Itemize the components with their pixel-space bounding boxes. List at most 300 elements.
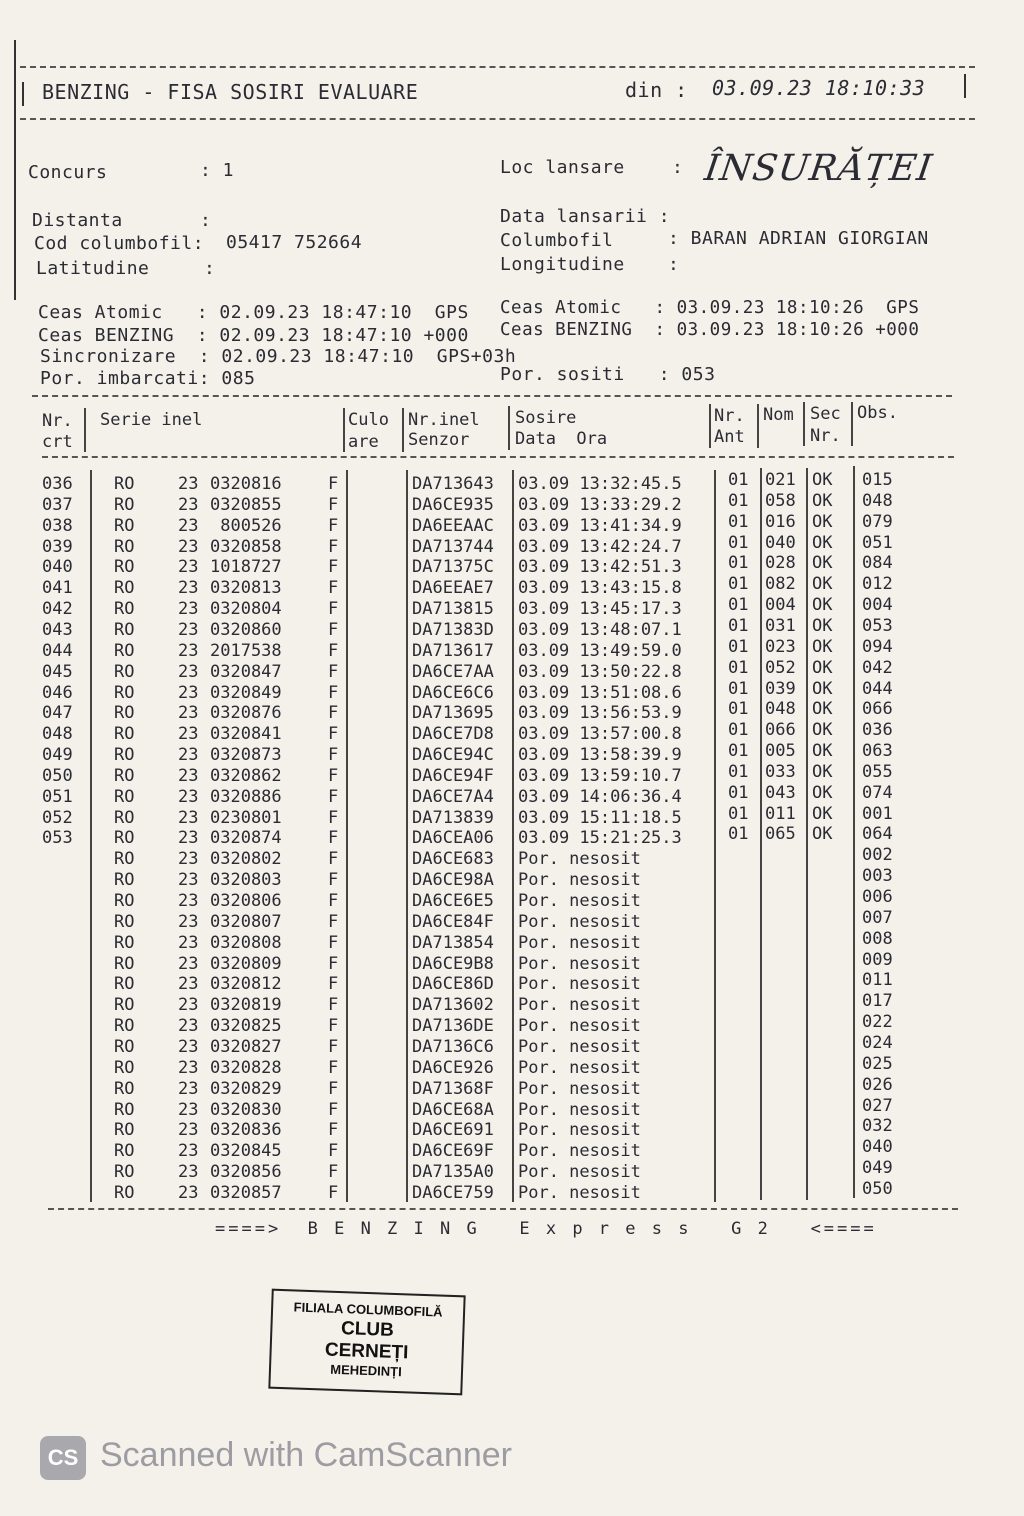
- cell-country: RO: [114, 1078, 135, 1099]
- cell-country: RO: [114, 1099, 135, 1120]
- cell-obs: 063: [862, 741, 893, 762]
- cell-country: RO: [114, 640, 135, 661]
- cell-antenna: 01: [728, 615, 749, 636]
- header-data-ora: Data Ora: [515, 429, 608, 449]
- cell-year: 23: [178, 911, 199, 932]
- header-serie-inel: Serie inel: [100, 410, 203, 430]
- cell-sensor: DA6CE9B8: [412, 953, 494, 974]
- stamp-line-2: CLUB: [340, 1318, 395, 1341]
- cell-country: RO: [114, 974, 135, 995]
- cell-sex: F: [328, 1141, 339, 1162]
- clock-line-2-left: Ceas BENZING : 02.09.23 18:47:10 +000: [38, 325, 469, 346]
- cell-obs: 074: [862, 782, 893, 803]
- cell-country: RO: [114, 703, 135, 724]
- table-row: [0, 1074, 940, 1100]
- cell-year: 23: [178, 724, 199, 745]
- cell-ring-number: 0320813: [210, 578, 282, 599]
- header-crt: crt: [42, 432, 73, 452]
- cell-country: RO: [114, 1162, 135, 1183]
- cell-obs: 015: [862, 470, 893, 490]
- cell-arrival: Por. nesosit: [518, 911, 641, 932]
- data-lansarii-label: Data lansarii :: [500, 206, 671, 227]
- loc-lansare-handwritten: ÎNSURĂȚEI: [702, 148, 936, 189]
- cell-sex: F: [328, 974, 339, 995]
- cell-sex: F: [328, 1162, 339, 1183]
- cell-sensor: DA6CE94F: [412, 765, 494, 786]
- cell-year: 23: [178, 682, 199, 703]
- cell-ring-number: 0320847: [210, 661, 282, 682]
- cell-obs: 053: [862, 615, 893, 636]
- cell-sex: F: [328, 911, 339, 932]
- cell-sex: F: [328, 1120, 339, 1141]
- cell-crt: 036: [42, 474, 73, 494]
- cell-antenna: 01: [728, 678, 749, 699]
- cell-sex: F: [328, 745, 339, 766]
- cell-arrival: 03.09 13:57:00.8: [518, 724, 682, 745]
- cell-country: RO: [114, 724, 135, 745]
- header-top-divider: [20, 66, 975, 68]
- cell-country: RO: [114, 557, 135, 578]
- cell-sensor: DA6CE68A: [412, 1099, 494, 1120]
- cell-year: 23: [178, 474, 199, 494]
- cell-arrival: Por. nesosit: [518, 870, 641, 891]
- cell-antenna: 01: [728, 511, 749, 532]
- cell-sex: F: [328, 932, 339, 953]
- cell-nom: 004: [765, 595, 796, 616]
- cell-sex: F: [328, 619, 339, 640]
- table-row: [0, 574, 940, 599]
- cell-country: RO: [114, 536, 135, 557]
- cell-sex: F: [328, 995, 339, 1016]
- table-row: [0, 657, 940, 683]
- cell-ring-number: 0320816: [210, 474, 282, 494]
- cell-obs: 064: [862, 824, 893, 845]
- distanta-value: :: [200, 210, 212, 231]
- table-row: [0, 1178, 940, 1204]
- cell-year: 23: [178, 765, 199, 786]
- cell-antenna: 01: [728, 824, 749, 845]
- cell-sec: OK: [812, 824, 833, 845]
- cell-country: RO: [114, 995, 135, 1016]
- cell-ring-number: 0320804: [210, 599, 282, 620]
- cell-nom: 031: [765, 615, 796, 636]
- table-row: [0, 866, 940, 891]
- cell-year: 23: [178, 536, 199, 557]
- cell-ring-number: 0320862: [210, 765, 282, 786]
- cell-obs: 084: [862, 553, 893, 574]
- cell-ring-number: 0320874: [210, 828, 282, 849]
- cell-ring-number: 0320860: [210, 619, 282, 640]
- cell-crt: 047: [42, 703, 73, 724]
- cell-sensor: DA713643: [412, 474, 494, 494]
- cell-sex: F: [328, 661, 339, 682]
- cell-sec: OK: [812, 720, 833, 741]
- cell-country: RO: [114, 494, 135, 515]
- cell-crt: 051: [42, 786, 73, 807]
- cell-ring-number: 0320873: [210, 745, 282, 766]
- cell-sec: OK: [812, 657, 833, 678]
- cell-arrival: Por. nesosit: [518, 1141, 641, 1162]
- cell-nom: 021: [765, 470, 796, 490]
- header-sec-2: Nr.: [810, 426, 841, 446]
- cell-obs: 042: [862, 657, 893, 678]
- scan-edge-line: [14, 40, 16, 300]
- cell-crt: 040: [42, 557, 73, 578]
- clock-line-4-left: Por. imbarcati: 085: [40, 368, 256, 389]
- cell-country: RO: [114, 807, 135, 828]
- clock-line-3-left: Sincronizare : 02.09.23 18:47:10 GPS+03h: [40, 346, 517, 367]
- cell-obs: 009: [862, 949, 893, 970]
- header-bottom-rule: [42, 456, 954, 458]
- cell-arrival: Por. nesosit: [518, 891, 641, 911]
- cell-antenna: 01: [728, 657, 749, 678]
- cell-nom: 039: [765, 678, 796, 699]
- cell-arrival: 03.09 13:42:51.3: [518, 557, 682, 578]
- cell-crt: 049: [42, 745, 73, 766]
- cell-ring-number: 0230801: [210, 807, 282, 828]
- cell-obs: 012: [862, 574, 893, 595]
- header-right-bar: [964, 74, 966, 98]
- table-row: [0, 1032, 940, 1058]
- cell-ring-number: 0320876: [210, 703, 282, 724]
- cell-sec: OK: [812, 699, 833, 720]
- cell-ring-number: 0320828: [210, 1057, 282, 1078]
- cell-sex: F: [328, 1036, 339, 1057]
- cell-antenna: 01: [728, 532, 749, 553]
- cell-obs: 006: [862, 887, 893, 907]
- cell-antenna: 01: [728, 803, 749, 824]
- cell-sensor: DA71383D: [412, 619, 494, 640]
- table-row: [0, 553, 940, 578]
- cell-obs: 024: [862, 1032, 893, 1053]
- cell-sex: F: [328, 703, 339, 724]
- cell-obs: 017: [862, 991, 893, 1012]
- cell-sec: OK: [812, 678, 833, 699]
- cell-sex: F: [328, 474, 339, 494]
- cell-arrival: Por. nesosit: [518, 1078, 641, 1099]
- cell-arrival: Por. nesosit: [518, 1057, 641, 1078]
- cell-arrival: Por. nesosit: [518, 1120, 641, 1141]
- table-row: [0, 1158, 940, 1183]
- cell-year: 23: [178, 786, 199, 807]
- columbofil-label: Columbofil: [500, 230, 614, 251]
- cell-sensor: DA6CEA06: [412, 828, 494, 849]
- cell-antenna: 01: [728, 720, 749, 741]
- cell-arrival: Por. nesosit: [518, 849, 641, 870]
- table-row: [0, 511, 940, 537]
- cell-country: RO: [114, 828, 135, 849]
- cell-arrival: 03.09 13:51:08.6: [518, 682, 682, 703]
- table-row: [0, 1095, 940, 1121]
- header-culo: Culo: [348, 410, 389, 430]
- cell-obs: 011: [862, 970, 893, 991]
- cell-year: 23: [178, 1036, 199, 1057]
- cell-sec: OK: [812, 782, 833, 803]
- camscanner-logo-icon: CS: [40, 1436, 86, 1480]
- cell-nom: 048: [765, 699, 796, 720]
- cell-year: 23: [178, 703, 199, 724]
- cell-sensor: DA6CE759: [412, 1182, 494, 1203]
- cell-obs: 079: [862, 511, 893, 532]
- cell-sex: F: [328, 1057, 339, 1078]
- cell-nom: 052: [765, 657, 796, 678]
- cell-sensor: DA6CE7A4: [412, 786, 494, 807]
- cell-obs: 027: [862, 1095, 893, 1116]
- table-row: [0, 824, 940, 849]
- cell-country: RO: [114, 953, 135, 974]
- cell-sensor: DA6CE84F: [412, 911, 494, 932]
- cell-crt: 039: [42, 536, 73, 557]
- camscanner-watermark-text: Scanned with CamScanner: [100, 1436, 513, 1474]
- cell-country: RO: [114, 870, 135, 891]
- cell-sex: F: [328, 828, 339, 849]
- cell-year: 23: [178, 578, 199, 599]
- cell-year: 23: [178, 599, 199, 620]
- header-col-line: [508, 406, 510, 450]
- table-row: [0, 595, 940, 620]
- stamp-line-3: CERNEȚI: [324, 1339, 409, 1364]
- table-row: [0, 1012, 940, 1037]
- cell-sec: OK: [812, 595, 833, 616]
- header-col-line: [757, 404, 759, 448]
- cell-sex: F: [328, 870, 339, 891]
- cell-obs: 007: [862, 907, 893, 928]
- clock-line-1-left: Ceas Atomic : 02.09.23 18:47:10 GPS: [38, 302, 469, 323]
- cell-arrival: 03.09 13:56:53.9: [518, 703, 682, 724]
- cell-sensor: DA6CE94C: [412, 745, 494, 766]
- header-col-line: [851, 402, 853, 446]
- table-row: [0, 532, 940, 558]
- cell-arrival: 03.09 13:45:17.3: [518, 599, 682, 620]
- cell-obs: 022: [862, 1012, 893, 1033]
- cell-sec: OK: [812, 553, 833, 574]
- cell-obs: 001: [862, 803, 893, 824]
- cell-crt: 043: [42, 619, 73, 640]
- cell-antenna: 01: [728, 470, 749, 490]
- cell-nom: 023: [765, 636, 796, 657]
- cell-antenna: 01: [728, 490, 749, 511]
- cell-crt: 038: [42, 515, 73, 536]
- cell-country: RO: [114, 1057, 135, 1078]
- cell-nom: 005: [765, 741, 796, 762]
- cell-sex: F: [328, 891, 339, 911]
- cell-arrival: Por. nesosit: [518, 932, 641, 953]
- header-col-line: [402, 408, 404, 452]
- concurs-label: Concurs: [28, 162, 108, 183]
- cell-sex: F: [328, 494, 339, 515]
- cell-year: 23: [178, 1120, 199, 1141]
- cell-country: RO: [114, 1036, 135, 1057]
- cell-nom: 058: [765, 490, 796, 511]
- cell-sex: F: [328, 536, 339, 557]
- cell-arrival: 03.09 13:48:07.1: [518, 619, 682, 640]
- cell-arrival: Por. nesosit: [518, 1036, 641, 1057]
- cell-sensor: DA713744: [412, 536, 494, 557]
- table-row: [0, 678, 940, 704]
- table-row: [0, 1053, 940, 1079]
- cell-sensor: DA6CE7D8: [412, 724, 494, 745]
- cell-arrival: 03.09 13:33:29.2: [518, 494, 682, 515]
- cell-antenna: 01: [728, 595, 749, 616]
- cell-sec: OK: [812, 470, 833, 490]
- cell-obs: 032: [862, 1116, 893, 1137]
- latitudine-label: Latitudine: [36, 258, 150, 279]
- cell-country: RO: [114, 786, 135, 807]
- cell-obs: 003: [862, 866, 893, 887]
- distanta-label: Distanta: [32, 210, 123, 231]
- header-obs: Obs.: [857, 403, 898, 423]
- table-row: [0, 761, 940, 787]
- cell-year: 23: [178, 619, 199, 640]
- cell-sex: F: [328, 1078, 339, 1099]
- table-row: [0, 1137, 940, 1162]
- cell-sensor: DA71368F: [412, 1078, 494, 1099]
- cell-year: 23: [178, 1057, 199, 1078]
- cell-arrival: Por. nesosit: [518, 1162, 641, 1183]
- loc-lansare-label: Loc lansare: [500, 157, 625, 178]
- cell-ring-number: 0320886: [210, 786, 282, 807]
- cell-year: 23: [178, 828, 199, 849]
- cell-sex: F: [328, 1016, 339, 1037]
- cell-nom: 082: [765, 574, 796, 595]
- header-nom: Nom: [763, 405, 794, 425]
- cell-arrival: 03.09 13:59:10.7: [518, 765, 682, 786]
- cell-sensor: DA6CE7AA: [412, 661, 494, 682]
- cell-ring-number: 0320825: [210, 1016, 282, 1037]
- cell-sensor: DA713839: [412, 807, 494, 828]
- cell-country: RO: [114, 1016, 135, 1037]
- cell-sensor: DA6CE6C6: [412, 682, 494, 703]
- cell-arrival: Por. nesosit: [518, 995, 641, 1016]
- cod-columbofil-label: Cod columbofil:: [34, 233, 205, 254]
- table-row: [0, 490, 940, 516]
- cell-arrival: 03.09 13:42:24.7: [518, 536, 682, 557]
- table-row: [0, 741, 940, 766]
- header-nr: Nr.: [42, 411, 73, 431]
- cell-ring-number: 0320812: [210, 974, 282, 995]
- cell-ring-number: 0320829: [210, 1078, 282, 1099]
- clock-line-2-right: Ceas BENZING : 03.09.23 18:10:26 +000: [500, 320, 920, 340]
- table-row: [0, 845, 940, 870]
- table-row: [0, 991, 940, 1016]
- cell-ring-number: 0320819: [210, 995, 282, 1016]
- cell-sex: F: [328, 765, 339, 786]
- cell-sensor: DA713617: [412, 640, 494, 661]
- cell-arrival: Por. nesosit: [518, 953, 641, 974]
- header-sec-1: Sec: [810, 404, 841, 424]
- cell-sex: F: [328, 557, 339, 578]
- cell-country: RO: [114, 1182, 135, 1203]
- cell-nom: 028: [765, 553, 796, 574]
- header-senzor: Senzor: [408, 430, 470, 450]
- cell-crt: 041: [42, 578, 73, 599]
- cell-ring-number: 0320808: [210, 932, 282, 953]
- cell-sex: F: [328, 640, 339, 661]
- cell-arrival: Por. nesosit: [518, 974, 641, 995]
- header-nr-ant-2: Ant: [714, 427, 745, 447]
- cell-country: RO: [114, 515, 135, 536]
- cell-sensor: DA6CE98A: [412, 870, 494, 891]
- cell-year: 23: [178, 745, 199, 766]
- cell-country: RO: [114, 619, 135, 640]
- header-nr-ant-1: Nr.: [714, 406, 745, 426]
- cell-ring-number: 0320857: [210, 1182, 282, 1203]
- cell-sec: OK: [812, 741, 833, 762]
- clock-line-1-right: Ceas Atomic : 03.09.23 18:10:26 GPS: [500, 298, 920, 318]
- cell-arrival: Por. nesosit: [518, 1099, 641, 1120]
- cell-obs: 044: [862, 678, 893, 699]
- cell-arrival: 03.09 14:06:36.4: [518, 786, 682, 807]
- cell-arrival: Por. nesosit: [518, 1182, 641, 1203]
- cell-nom: 016: [765, 511, 796, 532]
- cell-year: 23: [178, 953, 199, 974]
- cell-sensor: DA6CE691: [412, 1120, 494, 1141]
- columbofil-value: : BARAN ADRIAN GIORGIAN: [668, 228, 929, 249]
- cell-obs: 049: [862, 1158, 893, 1179]
- cell-nom: 011: [765, 803, 796, 824]
- cell-sensor: DA713602: [412, 995, 494, 1016]
- footer-banner: ====> B E N Z I N G E x p r e s s G 2 <====: [215, 1219, 877, 1239]
- cell-obs: 004: [862, 595, 893, 616]
- longitudine-value: :: [668, 254, 680, 275]
- cell-arrival: 03.09 13:41:34.9: [518, 515, 682, 536]
- cell-sec: OK: [812, 574, 833, 595]
- cell-sensor: DA713695: [412, 703, 494, 724]
- clock-line-4-right: Por. sositi : 053: [500, 364, 716, 385]
- table-bottom-divider: [48, 1208, 958, 1210]
- cell-obs: 055: [862, 761, 893, 782]
- header-are: are: [348, 432, 379, 452]
- cell-sex: F: [328, 807, 339, 828]
- loc-lansare-separator: :: [672, 157, 684, 178]
- cell-ring-number: 2017538: [210, 640, 282, 661]
- document-title: BENZING - FISA SOSIRI EVALUARE: [42, 80, 419, 104]
- cell-sec: OK: [812, 490, 833, 511]
- cell-ring-number: 0320836: [210, 1120, 282, 1141]
- cell-sec: OK: [812, 615, 833, 636]
- table-row: [0, 970, 940, 995]
- header-nr-inel: Nr.inel: [408, 410, 480, 430]
- cell-nom: 033: [765, 761, 796, 782]
- cell-country: RO: [114, 745, 135, 766]
- cell-ring-number: 1018727: [210, 557, 282, 578]
- cell-year: 23: [178, 870, 199, 891]
- cell-country: RO: [114, 474, 135, 494]
- cell-antenna: 01: [728, 553, 749, 574]
- cell-sec: OK: [812, 803, 833, 824]
- table-row: [0, 636, 940, 662]
- cell-arrival: Por. nesosit: [518, 1016, 641, 1037]
- cell-crt: 052: [42, 807, 73, 828]
- header-bottom-divider: [20, 118, 975, 120]
- cell-ring-number: 0320803: [210, 870, 282, 891]
- cell-ring-number: 0320807: [210, 911, 282, 932]
- cell-country: RO: [114, 849, 135, 870]
- cell-year: 23: [178, 849, 199, 870]
- cell-country: RO: [114, 682, 135, 703]
- table-row: [0, 803, 940, 829]
- table-row: [0, 720, 940, 745]
- cell-nom: 043: [765, 782, 796, 803]
- cell-sensor: DA7135A0: [412, 1162, 494, 1183]
- cell-sex: F: [328, 1182, 339, 1203]
- table-row: [0, 949, 940, 975]
- cell-ring-number: 0320855: [210, 494, 282, 515]
- cell-sex: F: [328, 1099, 339, 1120]
- cell-crt: 042: [42, 599, 73, 620]
- cell-ring-number: 0320827: [210, 1036, 282, 1057]
- cell-obs: 026: [862, 1074, 893, 1095]
